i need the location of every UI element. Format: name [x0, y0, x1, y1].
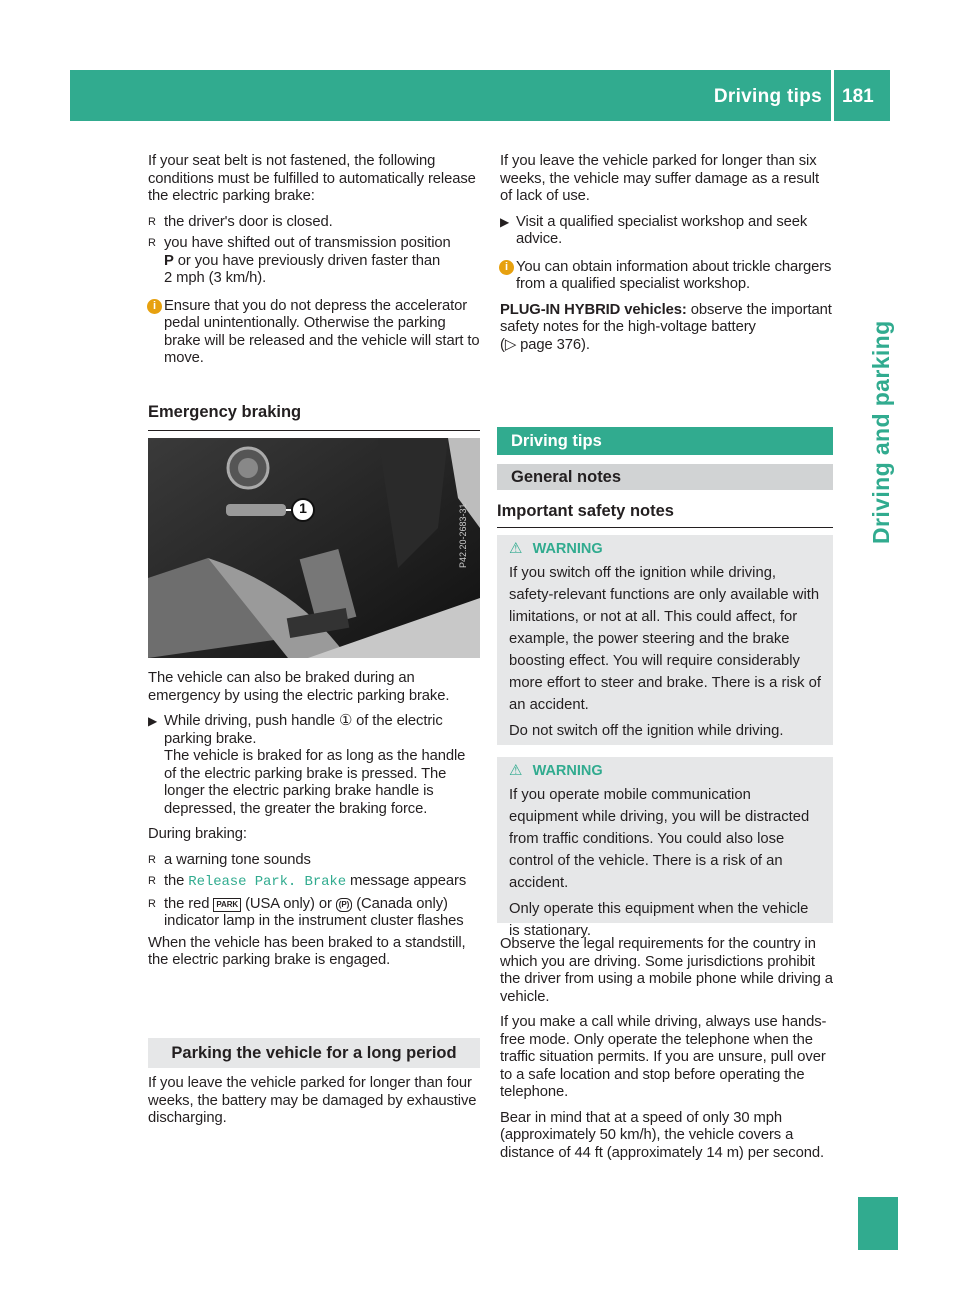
subsection-title: General notes — [497, 464, 833, 490]
action-step: ▶ Visit a qualified specialist workshop and seek advice. — [500, 213, 808, 247]
legal-text: Observe the legal requirements for the country in which you are driving. Some jurisdictions prohibit the driver from using a mobile phone while driving a vehicle. — [500, 936, 833, 1005]
emergency-text: The vehicle can also be braked during an emergency by using the electric parking brake. — [148, 670, 450, 704]
info-note: i Ensure that you do not depress the accelerator pedal unintentionally. Otherwise the parking brake will be released and the vehicle will start to move. — [148, 298, 480, 368]
list-item: R you have shifted out of transmission position P or you have previously driven faster than 2 mph (3 km/h). — [148, 235, 451, 286]
warning-box-mobile — [497, 757, 833, 939]
list-item: R the red PARK (USA only) or (P) (Canada only) indicator lamp in the instrument cluster flashes — [148, 895, 464, 929]
left-column — [148, 153, 480, 376]
action-arrow-icon: ▶ — [500, 214, 510, 229]
info-icon: i — [147, 299, 162, 314]
six-weeks-text: If you leave the vehicle parked for longer than six weeks, the vehicle may suffer damage as a result of lack of use. — [500, 153, 819, 204]
header-separator — [831, 70, 834, 121]
warning-label-row — [509, 757, 823, 782]
standstill-text: When the vehicle has been braked to a standstill, the electric parking brake is engaged. — [148, 934, 466, 968]
warning-text: If you operate mobile communication equipment while driving, you will be distracted from traffic conditions. You could also lose control of the vehicle. There is a risk of an accident. — [509, 787, 810, 891]
action-arrow-icon: ▶ — [148, 714, 158, 728]
side-tab — [868, 252, 898, 544]
left-column-lower — [148, 670, 480, 978]
page-number: 181 — [842, 86, 874, 107]
distance-text: Bear in mind that at a speed of only 30 mph (approximately 50 km/h), the vehicle covers a distance of 44 ft (approximately 14 m) per second. — [500, 1109, 824, 1161]
running-header-title: Driving tips — [713, 86, 822, 107]
info-icon: i — [499, 260, 514, 275]
warning-triangle-icon: ⚠ — [509, 762, 523, 779]
during-braking: During braking: — [148, 826, 247, 842]
heading-rule — [148, 430, 480, 431]
callout-ref-icon: ① — [338, 713, 353, 729]
warning-box-ignition — [497, 535, 833, 745]
info-note: i You can obtain information about trickle chargers from a qualified specialist workshop. — [500, 259, 833, 294]
bullet-marker: R — [148, 237, 156, 249]
bullet-marker: R — [148, 897, 156, 910]
park-indicator-icon: PARK — [213, 898, 241, 912]
list-item: R the Release Park. Brake message appears — [148, 873, 467, 890]
long-period-text-block — [148, 1075, 480, 1136]
handsfree-text: If you make a call while driving, always use hands-free mode. Only operate the telephone when the traffic situation permits. If you are unsure, pull over to a safe location and stop before operating the telephone. — [500, 1014, 827, 1100]
side-tab-label: Driving and parking — [868, 320, 894, 544]
right-column — [500, 153, 833, 362]
warning-label-row — [509, 535, 823, 560]
section-title: Driving tips — [497, 427, 833, 455]
hybrid-note: PLUG-IN HYBRID vehicles: observe the important safety notes for the high-voltage battery (▷ page 376). — [500, 301, 832, 353]
brake-indicator-icon: (P) — [336, 898, 352, 912]
important-safety-heading: Important safety notes — [497, 502, 674, 520]
list-item: R a warning tone sounds — [148, 851, 311, 868]
warning-text: If you switch off the ignition while driving, safety-relevant functions are only available with limitations, or not at all. This could affect, for example, the power steering and the brake boosting effect. You will require considerably more effort to steer and brake. There is a risk of an accident. — [509, 565, 821, 713]
emergency-braking-heading: Emergency braking — [148, 403, 302, 421]
warning-label: WARNING — [532, 541, 603, 557]
action-step: ▶ While driving, push handle ① of the electric parking brake. The vehicle is braked for as long as the handle of the electric parking brake is pressed. The longer the electric parking brake handle is depressed, the greater the braking force. — [148, 713, 466, 817]
bullet-marker: R — [148, 875, 156, 887]
warning-label: WARNING — [532, 763, 603, 779]
long-period-text: If you leave the vehicle parked for longer than four weeks, the battery may be damaged by exhaustive discharging. — [148, 1075, 477, 1126]
bullet-marker: R — [148, 215, 156, 228]
warning-instruction: Only operate this equipment when the vehicle is stationary. — [509, 901, 809, 939]
warning-instruction: Do not switch off the ignition while driving. — [509, 723, 784, 739]
image-code: P42.20-2683-31 — [458, 503, 468, 568]
callout-number: 1 — [299, 500, 307, 516]
page-reference[interactable]: (▷ page 376). — [500, 336, 590, 353]
seatbelt-intro: If your seat belt is not fastened, the following conditions must be fulfilled to automatically release the electric parking brake: — [148, 153, 476, 204]
display-message: Release Park. Brake — [188, 874, 347, 890]
bullet-marker: R — [148, 853, 156, 866]
heading-rule — [497, 527, 833, 528]
side-tab-block — [858, 1197, 898, 1250]
long-period-heading: Parking the vehicle for a long period — [148, 1038, 480, 1068]
right-column-lower — [500, 936, 833, 1170]
dashboard-illustration — [148, 438, 480, 658]
parking-brake-photo — [148, 438, 480, 658]
list-item: R the driver's door is closed. — [148, 213, 333, 230]
warning-triangle-icon: ⚠ — [509, 540, 523, 557]
